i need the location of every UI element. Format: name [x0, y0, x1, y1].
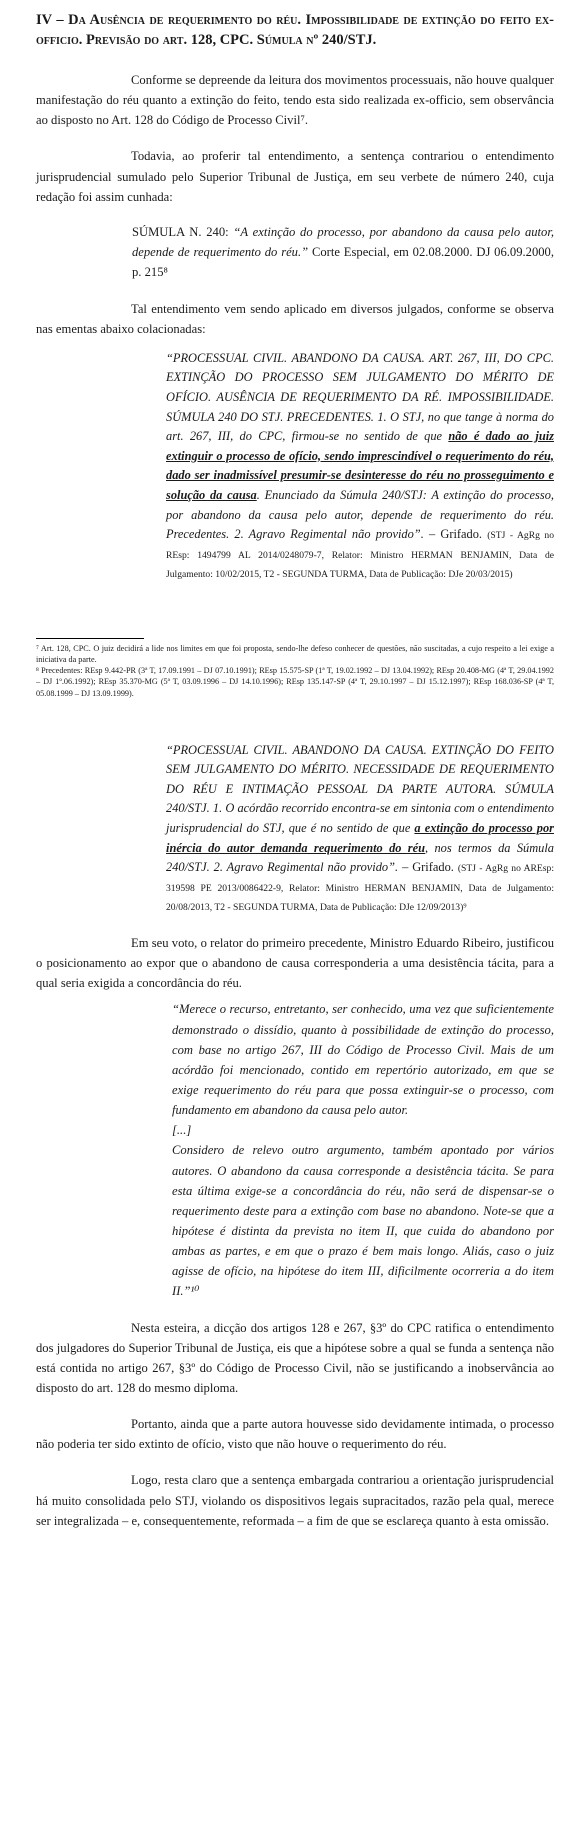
ementa-1 [166, 349, 554, 584]
ementa-2-highlight: a extinção do processo por inércia do autor demanda requerimento do réu [166, 821, 554, 855]
ementa-2-text-end: , nos termos da Súmula 240/STJ. 2. Agravo Regimental não provido”. [166, 840, 554, 875]
ementa-1-grifado: – Grifado. [423, 527, 488, 542]
ementa-1-text-end: . Enunciado da Súmula 240/STJ: A extinção do processo, por abandono da causa pelo autor, depende de requerimento do réu. Precedentes. 2. Agravo Regimental não provido”. [166, 487, 554, 542]
ementa-1-highlight: não é dado ao juiz extinguir o processo de ofício, sendo imprescindível o requerimento do réu, dado ser inadmissível presumir-se desinteresse do réu no prosseguimento e solução da causa [166, 429, 554, 502]
section-heading: IV – Da Ausência de requerimento do réu. Impossibilidade de extinção do feito ex-officio. Previsão do art. 128, CPC. Súmula nº 240/STJ. [36, 12, 554, 48]
sumula-text: “A extinção do processo, por abandono da causa pelo autor, depende de requerimento do réu.” [132, 224, 554, 259]
paragraph-relator: Em seu voto, o relator do primeiro precedente, Ministro Eduardo Ribeiro, justificou o posicionamento ao expor que o abandono de causa corresponderia a uma desistência tácita, para a qual seria exigida a concordância do réu. [36, 936, 554, 991]
voto-ellipsis: [...] [172, 1123, 192, 1138]
ementa-2 [166, 741, 554, 917]
ementa-2-text: “PROCESSUAL CIVIL. ABANDONO DA CAUSA. EXTINÇÃO DO FEITO SEM JULGAMENTO DO MÉRITO. NECESSIDADE DE REQUERIMENTO DO RÉU E INTIMAÇÃO PESSOAL DA PARTE AUTORA. SÚMULA 240/STJ. 1. O acórdão recorrido encontra-se em sintonia com o entendimento jurisprudencial do STJ, que é no sentido de que [166, 742, 554, 836]
ementa-1-text: “PROCESSUAL CIVIL. ABANDONO DA CAUSA. ART. 267, III, DO CPC. EXTINÇÃO DO PROCESSO SEM JULGAMENTO DO MÉRITO DE OFÍCIO. AUSÊNCIA DE REQUERIMENTO DA RÉ. IMPOSSIBILIDADE. SÚMULA 240 DO STJ. PRECEDENTES. 1. O STJ, no que tange à norma do art. 267, III, do CPC, firmou-se no sentido de que [166, 350, 554, 444]
footnote-divider [36, 638, 144, 639]
paragraph-portanto: Portanto, ainda que a parte autora houvesse sido devidamente intimada, o processo não poderia ter sido extinto de ofício, visto que não houve o requerimento do réu. [36, 1417, 554, 1452]
voto-quote-part1: “Merece o recurso, entretanto, ser conhecido, uma vez que suficientemente demonstrado o dissídio, quanto à possibilidade de extinção do processo, com base no artigo 267, III do Código de Processo Civil. Mais de um acórdão foi mencionado, contido em repertório autorizado, em que se exige requerimento do réu para que possa extinguir-se o processo, com fundamento em abandono da causa pelo autor. [172, 1002, 554, 1118]
sumula-quote [132, 223, 554, 283]
voto-quote [172, 999, 554, 1301]
footnote-7: ⁷ Art. 128, CPC. O juiz decidirá a lide nos limites em que foi proposta, sendo-lhe defeso conhecer de questões, não suscitadas, a cujo respeito a lei exige a iniciativa da parte. [36, 643, 554, 665]
paragraph-absence: Conforme se depreende da leitura dos movimentos processuais, não houve qualquer manifestação do réu quanto a extinção do feito, tendo esta sido realizada ex-officio, sem observância ao disposto no Art. 128 do Código de Processo Civil⁷. [36, 73, 554, 128]
paragraph-conclusion: Logo, resta claro que a sentença embargada contrariou a orientação jurisprudencial há muito consolidada pelo STJ, violando os dispositivos legais supracitados, razão pela qual, merece ser integralizada – e, consequentemente, reformada – a fim de que se esclareça quanto à esta omissão. [36, 1473, 554, 1528]
sumula-ref: Corte Especial, em 02.08.2000. DJ 06.09.2000, p. 215⁸ [132, 244, 555, 279]
paragraph-precedents: Tal entendimento vem sendo aplicado em diversos julgados, conforme se observa nas ementas abaixo colacionadas: [36, 301, 554, 336]
voto-quote-part2: Considero de relevo outro argumento, também apontado por vários autores. O abandono da causa corresponde a desistência tácita. Se para esta última exige-se a concordância do réu, não será de dispensar-se o requerimento deste para a extinção com base no abandono. Note-se que a hipótese é distinta da prevista no item II, que cuida do abandono por ambas as partes, e em que o prazo é bem mais longo. Aliás, caso o juiz agisse de ofício, na hipótese do item III, dificilmente ocorreria a do item II.”¹⁰ [172, 1143, 554, 1299]
paragraph-sentence: Todavia, ao proferir tal entendimento, a sentença contrariou o entendimento jurisprudencial sumulado pelo Superior Tribunal de Justiça, em seu verbete de número 240, cuja redação foi assim cunhada: [36, 149, 554, 204]
ementa-2-grifado: – Grifado. [398, 860, 458, 875]
sumula-lead: SÚMULA N. 240: [132, 224, 234, 239]
paragraph-dictio: Nesta esteira, a dicção dos artigos 128 e 267, §3º do CPC ratifica o entendimento dos julgadores do Superior Tribunal de Justiça, eis que a hipótese sobre a qual se funda a sentença não está contida no artigo 267, §3º do Código de Processo Civil, não se justificando a inobservância ao disposto do art. 128 do mesmo diploma. [36, 1320, 554, 1395]
footnote-8: ⁸ Precedentes: REsp 9.442-PR (3ª T, 17.09.1991 – DJ 07.10.1991); REsp 15.575-SP (1ª T, 19.02.1992 – DJ 13.04.1992); REsp 20.408-MG (4ª T, 29.04.1992 – DJ 1º.06.1992); REsp 35.370-MG (5ª T, 03.09.1996 – DJ 14.10.1996); REsp 135.147-SP (4ª T, 29.10.1997 – DJ 15.12.1997); REsp 168.036-SP (4ª T, 05.08.1999 – DJ 13.09.1999). [36, 666, 554, 698]
ementa-1-citation: (STJ - AgRg no REsp: 1494799 AL 2014/0248079-7, Relator: Ministro HERMAN BENJAMIN, Data de Julgamento: 10/02/2015, T2 - SEGUNDA TURMA, Data de Publicação: DJe 20/03/2015) [166, 530, 555, 581]
ementa-2-citation: (STJ - AgRg no AREsp: 319598 PE 2013/0086422-9, Relator: Ministro HERMAN BENJAMIN, Data de Julgamento: 20/08/2013, T2 - SEGUNDA TURMA, Data de Publicação: DJe 12/09/2013)⁹ [166, 863, 554, 914]
document-page [36, 10, 554, 1531]
